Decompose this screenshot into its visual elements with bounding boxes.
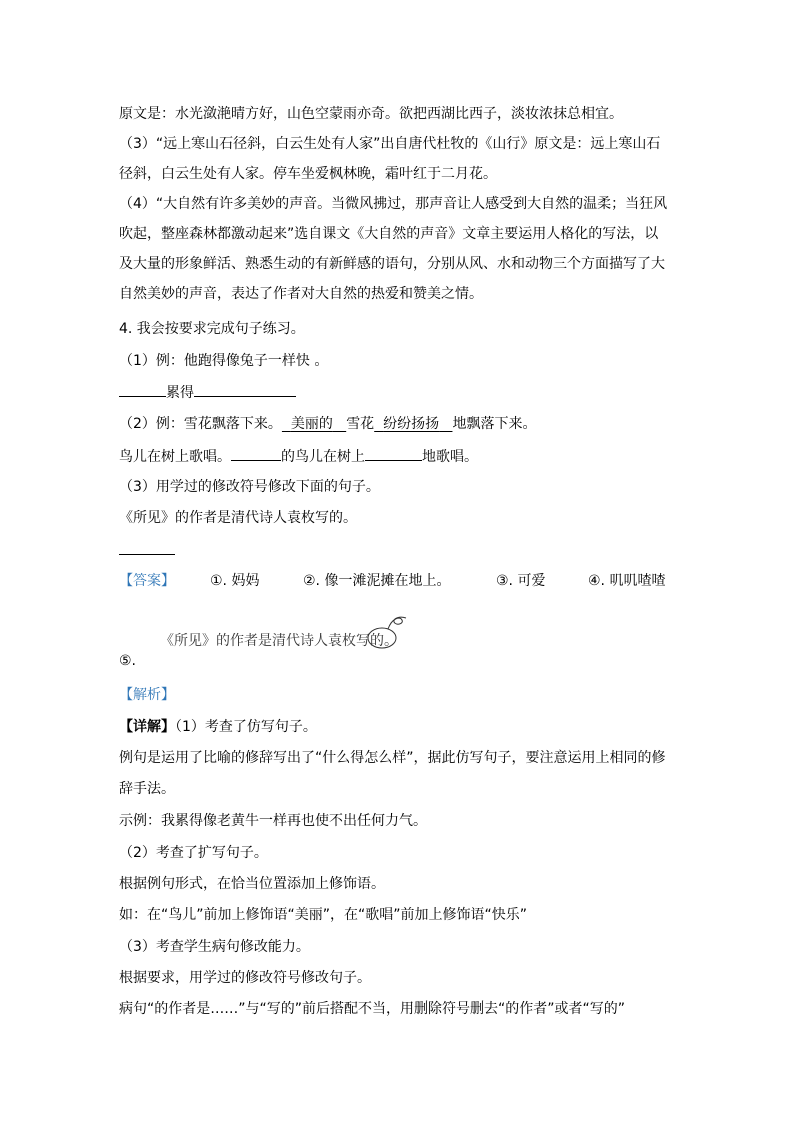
answer-label: 【答案】 (119, 573, 175, 589)
analysis-line: 根据要求，用学过的修改符号修改句子。 (119, 970, 371, 986)
detail-label: 【详解】 (119, 719, 175, 735)
blank-field[interactable] (119, 540, 175, 555)
analysis-line: 病句“的作者是……”与“写的”前后搭配不当，用删除符号删去“的作者”或者“写的” (119, 1001, 626, 1017)
answer-5-image-text: 《所见》的作者是清代诗人袁枚写的。 (160, 633, 398, 649)
task-suffix: 地歌唱。 (422, 449, 478, 465)
question-2-task (119, 446, 478, 466)
blank-field[interactable] (365, 446, 422, 461)
example-adj: 美丽的 (290, 416, 333, 432)
example-suffix: 地飘落下来。 (452, 416, 537, 432)
analysis-label: 【解析】 (119, 687, 175, 703)
blank-field[interactable] (194, 382, 296, 397)
analysis-line: 如：在“鸟儿”前加上修饰语“美丽”，在“歌唱”前加上修饰语“快乐” (119, 907, 528, 923)
text-line: 及大量的形象鲜活、熟悉生动的有新鲜感的语句，分别从风、水和动物三个方面描写了大 (119, 256, 665, 272)
detail-first: （1）考查了仿写句子。 (175, 719, 317, 735)
analysis-line: 示例：我累得像老黄牛一样再也使不出任何力气。 (119, 813, 427, 829)
question-2-example (119, 415, 536, 433)
answer-item-3: ③. 可爱 (496, 573, 546, 589)
example-prefix: （2）例：雪花飘落下来。 (119, 416, 282, 432)
question-3-prompt: （3）用学过的修改符号修改下面的句子。 (119, 479, 380, 495)
answer-item-2: ②. 像一滩泥摊在地上。 (303, 573, 451, 589)
detail-line (119, 718, 317, 736)
answer-item-1: ①. 妈妈 (210, 573, 260, 589)
task-mid: 的鸟儿在树上 (281, 449, 365, 465)
question-title: 4. 我会按要求完成句子练习。 (119, 321, 305, 337)
question-3-sentence: 《所见》的作者是清代诗人袁枚写的。 (119, 510, 357, 526)
blank-field[interactable] (119, 382, 166, 397)
text-line: 原文是：水光潋滟晴方好，山色空蒙雨亦奇。欲把西湖比西子，淡妆浓抹总相宜。 (119, 106, 623, 122)
question-1-fill (119, 382, 296, 402)
question-3-blank (119, 540, 175, 560)
text-line: 自然美妙的声音，表达了作者对大自然的热爱和赞美之情。 (119, 286, 483, 302)
answer-item-4: ④. 叽叽喳喳 (588, 573, 666, 589)
example-noun: 雪花 (346, 416, 375, 432)
answer-item-5-label: ⑤. (119, 653, 137, 669)
task-prefix: 鸟儿在树上歌唱。 (119, 449, 231, 465)
text-line: 吹起，整座森林都激动起来”选自课文《大自然的声音》文章主要运用人格化的写法，以 (119, 226, 659, 242)
question-1-example: （1）例：他跑得像兔子一样快 。 (119, 353, 329, 369)
delete-mark-icon (366, 614, 412, 654)
text-line: （4）“大自然有许多美妙的声音。当微风拂过，那声音让人感受到大自然的温柔；当狂风 (119, 196, 668, 212)
text-line: （3）“远上寒山石径斜，白云生处有人家”出自唐代杜牧的《山行》原文是：远上寒山石 (119, 136, 661, 152)
example-adv: 纷纷扬扬 (383, 416, 440, 432)
analysis-line: （3）考查学生病句修改能力。 (119, 939, 310, 955)
text-line: 径斜，白云生处有人家。停车坐爱枫林晚，霜叶红于二月花。 (119, 166, 497, 182)
analysis-line: （2）考查了扩写句子。 (119, 845, 268, 861)
analysis-line: 例句是运用了比喻的修辞写出了“什么得怎么样”，据此仿写句子，要注意运用上相同的修 (119, 750, 666, 766)
analysis-line: 辞手法。 (119, 781, 175, 797)
fill-word: 累得 (166, 385, 194, 401)
blank-field[interactable] (231, 446, 281, 461)
analysis-line: 根据例句形式，在恰当位置添加上修饰语。 (119, 876, 385, 892)
